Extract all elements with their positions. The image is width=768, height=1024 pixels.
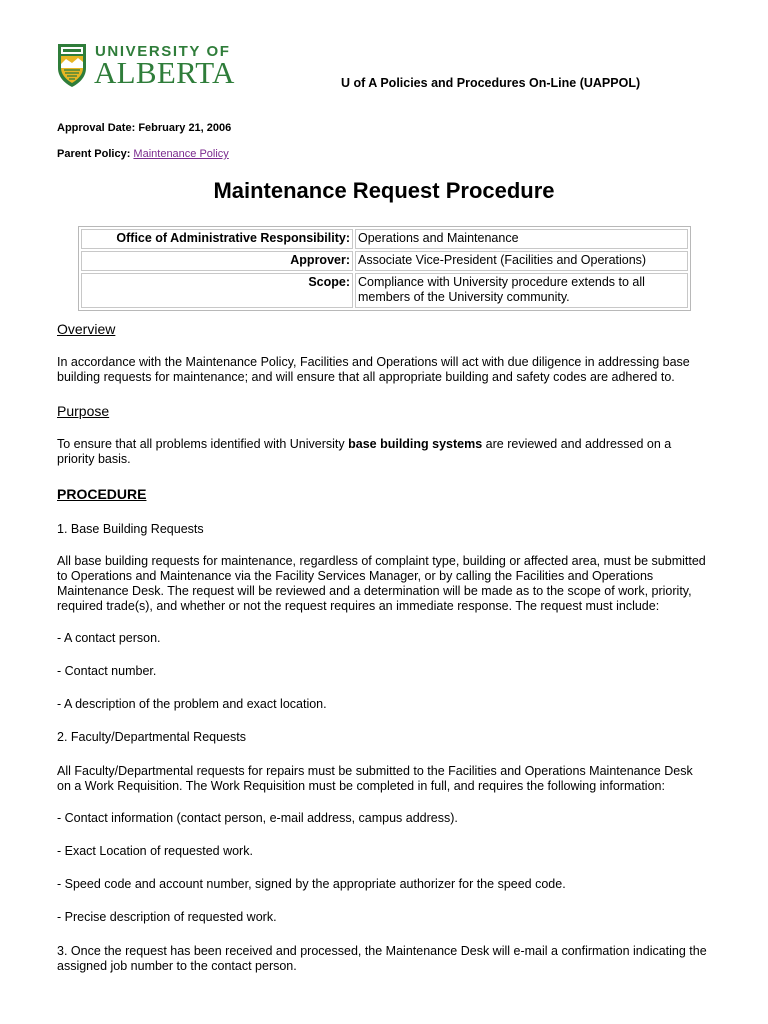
section-1-paragraph: All base building requests for maintenance, regardless of complaint type, building or affected area, must be submitted to Operations and Maintenance via the Facility Services Manager, or by calling the Facilities and Operations Maintenance Desk. The request will be reviewed and a determination will be made as to the scope of work, priority, required trade(s), and whether or not the request requires an immediate response. The request must include: xyxy=(57,554,706,613)
university-logo xyxy=(56,42,246,92)
overview-heading: Overview xyxy=(57,321,116,337)
purpose-heading: Purpose xyxy=(57,403,110,419)
list-item: - Exact Location of requested work. xyxy=(57,844,253,858)
office-label: Office of Administrative Responsibility: xyxy=(81,229,353,249)
list-item: - Precise description of requested work. xyxy=(57,910,277,924)
table-row xyxy=(81,273,688,308)
parent-policy-label: Parent Policy: xyxy=(57,148,131,160)
section-2-title: 2. Faculty/Departmental Requests xyxy=(57,730,246,744)
section-1-title: 1. Base Building Requests xyxy=(57,522,204,536)
logo-university-of: UNIVERSITY OF xyxy=(95,43,231,60)
list-item: - Contact information (contact person, e-mail address, campus address). xyxy=(57,811,458,825)
approval-date xyxy=(57,122,231,134)
section-2-paragraph: All Faculty/Departmental requests for repairs must be submitted to the Facilities and Operations Maintenance Desk on a Work Requisition. The Work Requisition must be completed in full, and requires the following information: xyxy=(57,764,693,793)
responsibility-table xyxy=(78,226,691,311)
purpose-paragraph: To ensure that all problems identified with University base building systems are reviewed and addressed on a priority basis. xyxy=(57,437,672,466)
list-item: - Speed code and account number, signed by the appropriate authorizer for the speed code. xyxy=(57,877,566,891)
shield-crest-icon xyxy=(56,42,88,88)
approval-date-label: Approval Date: xyxy=(57,122,136,134)
parent-policy-link[interactable]: Maintenance Policy xyxy=(133,148,229,160)
procedure-heading: PROCEDURE xyxy=(57,486,147,502)
approver-value: Associate Vice-President (Facilities and Operations) xyxy=(355,251,688,271)
overview-paragraph: In accordance with the Maintenance Policy, Facilities and Operations will act with due diligence in addressing base building requests for maintenance; and will ensure that all appropriate building and safety codes are adhered to. xyxy=(57,355,690,384)
office-value: Operations and Maintenance xyxy=(355,229,688,249)
table-row xyxy=(81,229,688,249)
list-item: - A description of the problem and exact location. xyxy=(57,697,327,711)
site-title: U of A Policies and Procedures On-Line (UAPPOL) xyxy=(341,76,641,90)
page-title: Maintenance Request Procedure xyxy=(213,178,555,203)
list-item: - Contact number. xyxy=(57,664,157,678)
approver-label: Approver: xyxy=(81,251,353,271)
approval-date-value: February 21, 2006 xyxy=(138,122,232,134)
scope-value: Compliance with University procedure extends to all members of the University community. xyxy=(355,273,688,308)
list-item: - A contact person. xyxy=(57,631,161,645)
scope-label: Scope: xyxy=(81,273,353,308)
parent-policy xyxy=(57,148,229,160)
table-row xyxy=(81,251,688,271)
logo-alberta: ALBERTA xyxy=(94,55,235,90)
section-3-paragraph: 3. Once the request has been received and processed, the Maintenance Desk will e-mail a confirmation indicating the assigned job number to the contact person. xyxy=(57,944,707,973)
